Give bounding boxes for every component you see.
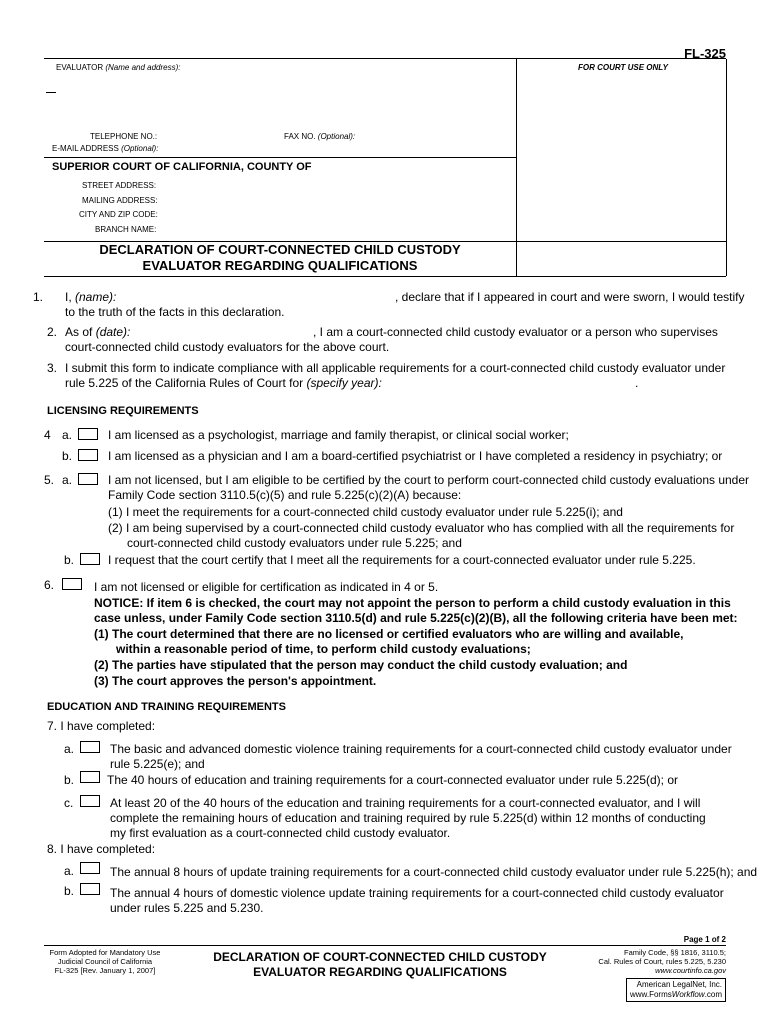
item-6-number: 6. [44, 578, 55, 592]
item-5b-checkbox[interactable] [80, 553, 100, 565]
footer-left: Form Adopted for Mandatory Use Judicial Council of California FL-325 [Rev. January 1, 2007] [49, 948, 161, 975]
item-6-text: I am not licensed or eligible for certification as indicated in 4 or 5. [94, 580, 439, 594]
item-5a-checkbox[interactable] [78, 473, 98, 485]
street-label: STREET ADDRESS: [82, 181, 157, 190]
item-8b-checkbox[interactable] [80, 883, 100, 895]
caption-divider [516, 59, 517, 276]
evaluator-label: EVALUATOR (Name and address): [56, 63, 181, 72]
fax-label: FAX NO. (Optional): [284, 132, 356, 141]
item-6-checkbox[interactable] [62, 578, 82, 590]
item-2-number: 2. [47, 325, 58, 339]
item-7c-text-2: complete the remaining hours of education and training required by rule 5.225(d) within 12 months of conducting [110, 811, 706, 825]
address-mark [46, 92, 56, 93]
item-8a-label: a. [64, 864, 75, 878]
item-7c-label: c. [64, 796, 74, 810]
item-4b-text: I am licensed as a physician and I am a board-certified psychiatrist or I have completed a residency in psychiatry; or [108, 449, 723, 463]
item-3-text: I submit this form to indicate compliance with all applicable requirements for a court-connected child custody evaluator under [65, 361, 726, 375]
item-5a-text-2: Family Code section 3110.5(c)(5) and rule 5.225(c)(2)(A) because: [108, 488, 462, 502]
publisher-box: American LegalNet, Inc. www.FormsWorkflow.com [626, 978, 726, 1002]
item-4a-text: I am licensed as a psychologist, marriage and family therapist, or clinical social worker; [108, 428, 569, 442]
education-heading: EDUCATION AND TRAINING REQUIREMENTS [47, 701, 286, 713]
item-7-text: 7. I have completed: [47, 719, 156, 733]
item-5-number: 5. [44, 473, 55, 487]
item-8a-text: The annual 8 hours of update training requirements for a court-connected child custody evaluator under rule 5.225(h); and [110, 865, 758, 879]
item-7b-checkbox[interactable] [80, 771, 100, 783]
declaration-title: DECLARATION OF COURT-CONNECTED CHILD CUSTODY EVALUATOR REGARDING QUALIFICATIONS [99, 242, 461, 273]
item-4a-label: a. [62, 428, 73, 442]
item-1-name-label: I, (name): [65, 290, 117, 304]
caption-line [44, 276, 726, 277]
item-8b-text-2: under rules 5.225 and 5.230. [110, 901, 264, 915]
item-2-text: , I am a court-connected child custody evaluator or a person who supervises [313, 325, 718, 339]
item-5a-2-cont: court-connected child custody evaluators under rule 5.225; and [127, 536, 462, 550]
item-7a-text: The basic and advanced domestic violence training requirements for a court-connected child custody evaluator under [110, 742, 732, 756]
item-4a-checkbox[interactable] [78, 428, 98, 440]
branch-label: BRANCH NAME: [95, 225, 157, 234]
telephone-label: TELEPHONE NO.: [90, 132, 158, 141]
item-4-number: 4 [44, 428, 51, 442]
item-7a-text-2: rule 5.225(e); and [110, 757, 205, 771]
item-4b-label: b. [62, 449, 73, 463]
item-7a-label: a. [64, 742, 75, 756]
caption-line [44, 157, 516, 158]
item-6-notice-6: (3) The court approves the person's appointment. [94, 674, 377, 688]
item-8b-label: b. [64, 884, 75, 898]
page-number: Page 1 of 2 [683, 935, 726, 944]
item-1-number: 1. [33, 290, 44, 304]
city-label: CITY AND ZIP CODE: [79, 210, 158, 219]
footer-right: Family Code, §§ 1816, 3110.5; Cal. Rules of Court, rules 5.225, 5.230 www.courtinfo.ca.gov [598, 948, 726, 975]
item-5a-label: a. [62, 473, 73, 487]
caption-edge [726, 59, 727, 276]
item-7b-text: The 40 hours of education and training requirements for a court-connected evaluator under rule 5.225(d); or [107, 773, 679, 787]
item-3-number: 3. [47, 361, 58, 375]
item-4b-checkbox[interactable] [78, 449, 98, 461]
item-5a-1: (1) I meet the requirements for a court-connected child custody evaluator under rule 5.225(i); and [108, 505, 623, 519]
licensing-heading: LICENSING REQUIREMENTS [47, 405, 199, 417]
item-8-text: 8. I have completed: [47, 842, 156, 856]
item-7c-checkbox[interactable] [80, 795, 100, 807]
item-6-notice-1: NOTICE: If item 6 is checked, the court may not appoint the person to perform a child custody evaluation in this [94, 596, 731, 610]
footer-rule [44, 945, 726, 946]
item-3-text-2: rule 5.225 of the California Rules of Court for (specify year): [65, 376, 382, 390]
court-name: SUPERIOR COURT OF CALIFORNIA, COUNTY OF [52, 161, 312, 173]
item-2-text-2: court-connected child custody evaluators for the above court. [65, 340, 390, 354]
item-7c-text: At least 20 of the 40 hours of the education and training requirements for a court-connected evaluator, and I will [110, 796, 701, 810]
item-6-notice-4: within a reasonable period of time, to perform child custody evaluations; [116, 642, 531, 656]
item-8b-text: The annual 4 hours of domestic violence update training requirements for a court-connected child custody evaluator [110, 886, 724, 900]
item-7b-label: b. [64, 773, 75, 787]
email-label: E-MAIL ADDRESS (Optional): [52, 144, 159, 153]
item-1-text-2: to the truth of the facts in this declaration. [65, 305, 285, 319]
item-5a-text: I am not licensed, but I am eligible to be certified by the court to perform court-connected child custody evaluations under [108, 473, 750, 487]
item-6-notice-5: (2) The parties have stipulated that the person may conduct the child custody evaluation; and [94, 658, 628, 672]
item-5a-2: (2) I am being supervised by a court-connected child custody evaluator who has complied with all the requirements for [108, 521, 735, 535]
item-7a-checkbox[interactable] [80, 741, 100, 753]
item-2-date-label: As of (date): [65, 325, 131, 339]
item-1-text: , declare that if I appeared in court and were sworn, I would testify [395, 290, 745, 304]
item-3-period: . [635, 376, 639, 390]
item-7c-text-3: my first evaluation as a court-connected child custody evaluator. [110, 826, 451, 840]
item-6-notice-2: case unless, under Family Code section 3110.5(d) and rule 5.225(c)(2)(B), all the following criteria have been met: [94, 611, 738, 625]
mailing-label: MAILING ADDRESS: [82, 196, 158, 205]
footer-title: DECLARATION OF COURT-CONNECTED CHILD CUSTODY EVALUATOR REGARDING QUALIFICATIONS [213, 950, 547, 979]
item-6-notice-3: (1) The court determined that there are no licensed or certified evaluators who are willing and available, [94, 627, 684, 641]
item-5b-text: I request that the court certify that I meet all the requirements for a court-connected evaluator under rule 5.225. [108, 553, 696, 567]
item-5b-label: b. [64, 553, 75, 567]
item-8a-checkbox[interactable] [80, 862, 100, 874]
form-number: FL-325 [684, 46, 726, 61]
court-use-label: FOR COURT USE ONLY [578, 63, 668, 72]
